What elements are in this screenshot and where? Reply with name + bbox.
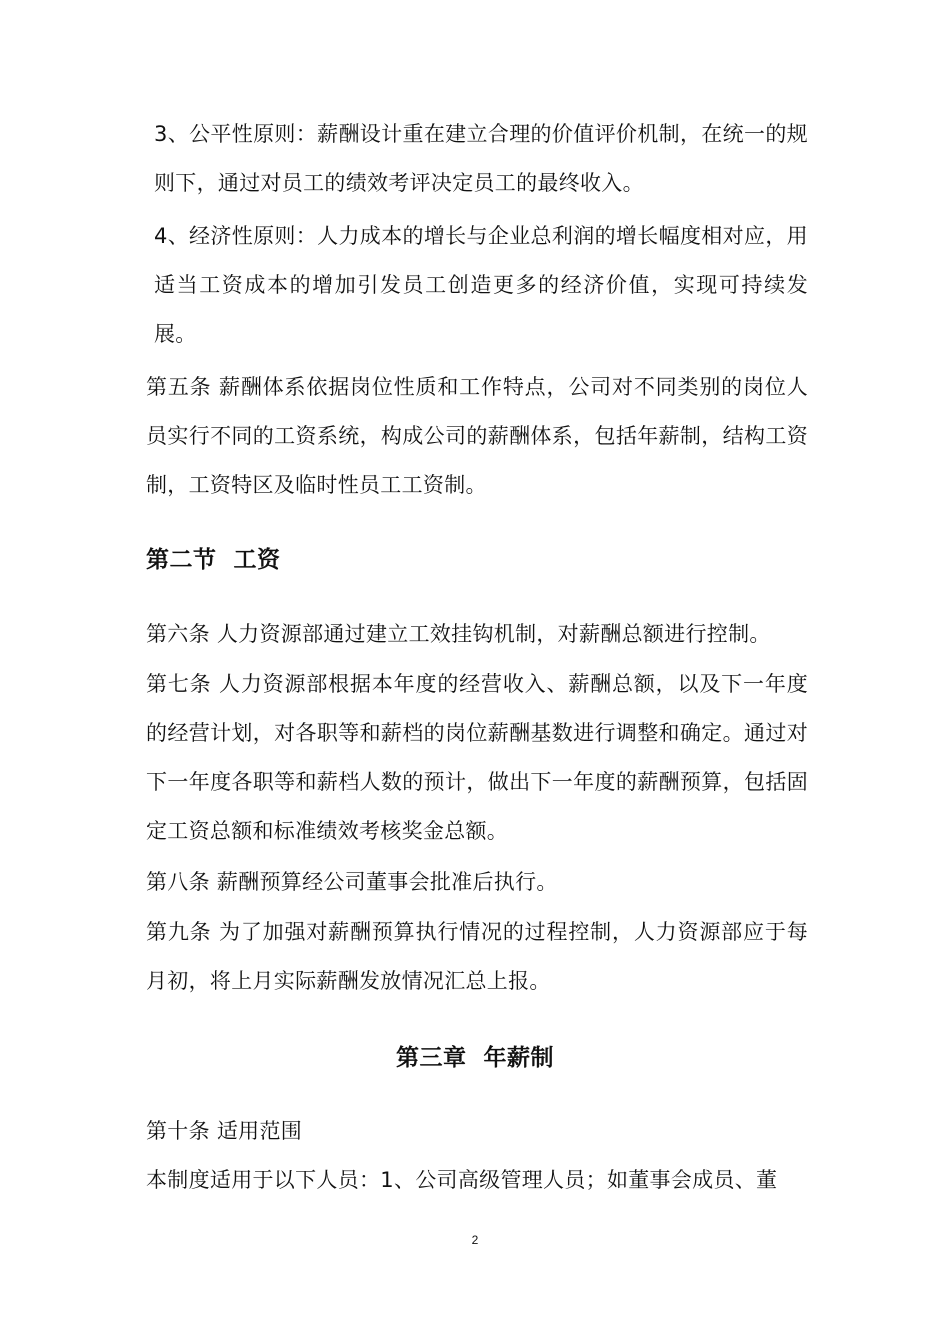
page-number: 2 (471, 1233, 479, 1247)
scope-paragraph: 本制度适用于以下人员：1、公司高级管理人员；如董事会成员、董 (146, 1168, 778, 1192)
article-6-paragraph: 第六条 人力资源部通过建立工效挂钩机制，对薪酬总额进行控制。 (146, 622, 771, 646)
article-10-paragraph: 第十条 适用范围 (146, 1119, 303, 1143)
article-8-paragraph: 第八条 薪酬预算经公司董事会批准后执行。 (146, 870, 558, 894)
principle-economy-paragraph: 4、经济性原则：人力成本的增长与企业总利润的增长幅度相对应，用适当工资成本的增加引发员工创造更多的经济价值，实现可持续发展。 (154, 224, 808, 346)
principle-fairness-paragraph: 3、公平性原则：薪酬设计重在建立合理的价值评价机制，在统一的规则下，通过对员工的绩效考评决定员工的最终收入。 (154, 122, 808, 195)
article-9-paragraph: 第九条 为了加强对薪酬预算执行情况的过程控制，人力资源部应于每月初，将上月实际薪酬发放情况汇总上报。 (146, 920, 808, 993)
article-7-paragraph: 第七条 人力资源部根据本年度的经营收入、薪酬总额，以及下一年度的经营计划，对各职等和薪档的岗位薪酬基数进行调整和确定。通过对下一年度各职等和薪档人数的预计，做出下一年度的薪酬预算，包括固定工资总额和标准绩效考核奖金总额。 (146, 672, 808, 843)
article-5-paragraph: 第五条 薪酬体系依据岗位性质和工作特点，公司对不同类别的岗位人员实行不同的工资系统，构成公司的薪酬体系，包括年薪制，结构工资制，工资特区及临时性员工工资制。 (146, 375, 808, 497)
chapter-heading: 第三章 年薪制 (395, 1045, 554, 1071)
section-heading: 第二节 工资 (146, 547, 281, 573)
